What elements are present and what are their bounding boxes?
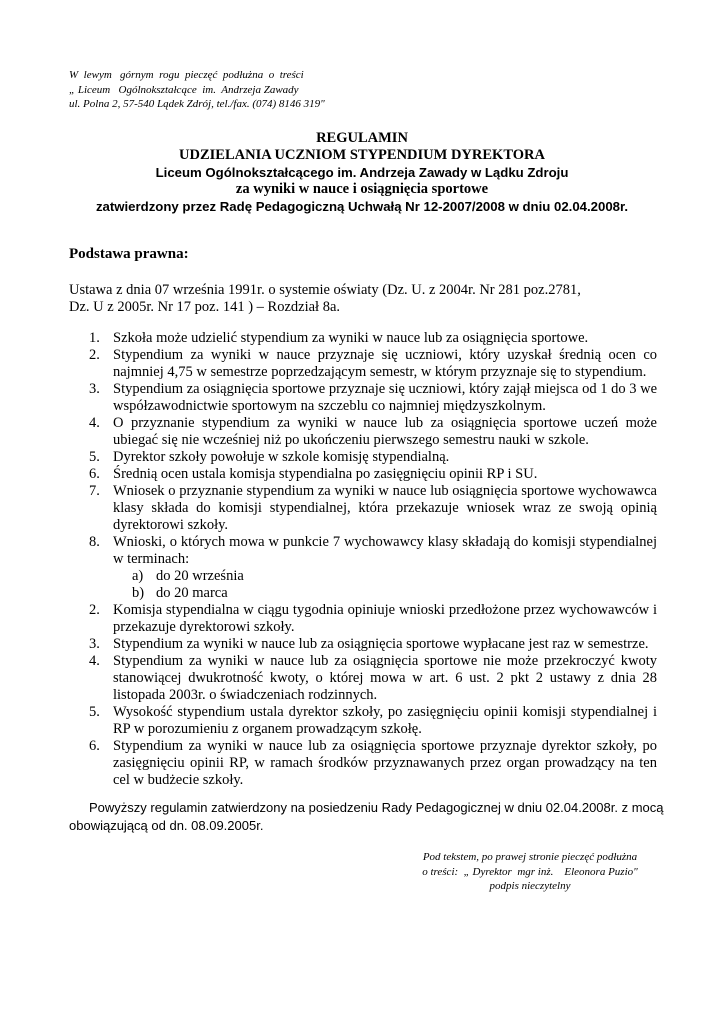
list-item-text: Średnią ocen ustala komisja stypendialna po zasięgnięciu opinii RP i SU. <box>113 466 538 482</box>
list-item-number: 4. <box>89 415 100 431</box>
legal-basis-heading: Podstawa prawna: <box>69 246 189 262</box>
list-item-text: Wysokość stypendium ustala dyrektor szkoły, po zasięgnięciu opinii komisji stypendialnej i RP w porozumieniu z organem prowadzącym szkołę. <box>113 704 657 737</box>
sub-item <box>69 585 657 602</box>
top-stamp-note-line: W lewym górnym rogu pieczęć podłużna o treści <box>69 69 304 81</box>
list-item <box>69 704 657 738</box>
legal-basis-text <box>69 282 669 316</box>
title-scope: za wyniki w nauce i osiągnięcia sportowe <box>235 181 489 197</box>
document-title <box>0 130 724 215</box>
sub-item-text: do 20 września <box>156 568 244 584</box>
list-item-text: Stypendium za wyniki w nauce lub za osiągnięcia sportowe nie może przekroczyć kwoty stanowiącej dwukrotność kwoty, o której mowa w art. 6 ust. 2 pkt 2 ustawy z dnia 28 listopada 2003r. o świadczeniach rodzinnych. <box>113 653 657 703</box>
regulation-list <box>69 330 657 789</box>
list-item-number: 3. <box>89 381 100 397</box>
title-school: Liceum Ogólnokształcącego im. Andrzeja Zawady w Lądku Zdroju <box>155 165 569 180</box>
list-item <box>69 653 657 704</box>
list-item <box>69 381 657 415</box>
list-item <box>69 738 657 789</box>
bottom-stamp-note-line: podpis nieczytelny <box>489 880 571 892</box>
sub-item-letter: b) <box>132 585 145 601</box>
list-item-text: Stypendium za wyniki w nauce lub za osiągnięcia sportowe wypłacane jest raz w semestrze. <box>113 636 649 652</box>
top-stamp-note <box>69 68 325 112</box>
approval-line: Powyższy regulamin zatwierdzony na posiedzeniu Rady Pedagogicznej w dniu 02.04.2008r. z mocą <box>89 800 664 815</box>
list-item-number: 2. <box>89 602 100 618</box>
legal-basis-line: Dz. U z 2005r. Nr 17 poz. 141 ) – Rozdział 8a. <box>69 299 341 315</box>
bottom-stamp-note-line: Pod tekstem, po prawej stronie pieczęć podłużna <box>422 851 638 863</box>
list-item-number: 1. <box>89 330 100 346</box>
sub-item-letter: a) <box>132 568 144 584</box>
list-item <box>69 534 657 568</box>
sub-item-text: do 20 marca <box>156 585 228 601</box>
list-item-text: Stypendium za wyniki w nauce przyznaje się uczniowi, który uzyskał średnią ocen co najmniej 4,75 w semestrze poprzedzającym semestr, w którym przyznaje się to stypendium. <box>113 347 657 380</box>
list-item-text: Wniosek o przyznanie stypendium za wyniki w nauce lub osiągnięcia sportowe wychowawca klasy składa do komisji stypendialnej, która przekazuje wniosek wraz ze swoją opinią dyrektorowi szkoły. <box>113 483 657 533</box>
list-item-text: Komisja stypendialna w ciągu tygodnia opiniuje wnioski przedłożone przez wychowawców i przekazuje dyrektorowi szkoły. <box>113 602 657 635</box>
list-item <box>69 347 657 381</box>
list-item-text: Szkoła może udzielić stypendium za wyniki w nauce lub za osiągnięcia sportowe. <box>113 330 589 346</box>
list-item-number: 4. <box>89 653 100 669</box>
list-item <box>69 330 657 347</box>
list-item-text: Stypendium za osiągnięcia sportowe przyznaje się uczniowi, który zajął miejsca od 1 do 3 we współzawodnictwie sportowym na szczeblu co najmniej międzyszkolnym. <box>113 381 657 414</box>
list-item <box>69 483 657 534</box>
legal-basis-line: Ustawa z dnia 07 września 1991r. o systemie oświaty (Dz. U. z 2004r. Nr 281 poz.2781, <box>69 282 581 298</box>
list-item-number: 3. <box>89 636 100 652</box>
list-item-text: Wnioski, o których mowa w punkcie 7 wychowawcy klasy składają do komisji stypendialnej w terminach: <box>113 534 657 567</box>
list-item-text: Dyrektor szkoły powołuje w szkole komisję stypendialną. <box>113 449 450 465</box>
list-item-number: 7. <box>89 483 100 499</box>
sub-item <box>69 568 657 585</box>
title-regulamin: REGULAMIN <box>316 130 408 146</box>
list-item-number: 8. <box>89 534 100 550</box>
list-item <box>69 602 657 636</box>
list-item-number: 2. <box>89 347 100 363</box>
list-item-text: Stypendium za wyniki w nauce lub za osiągnięcia sportowe przyznaje dyrektor szkoły, po zasięgnięciu opinii RP, w ramach środków przyznawanych przez organ prowadzący na ten cel w budżecie szkoły. <box>113 738 657 788</box>
list-item <box>69 466 657 483</box>
list-item-number: 6. <box>89 738 100 754</box>
title-approval: zatwierdzony przez Radę Pedagogiczną Uchwałą Nr 12-2007/2008 w dniu 02.04.2008r. <box>95 199 629 214</box>
list-item-number: 5. <box>89 704 100 720</box>
list-item-number: 6. <box>89 466 100 482</box>
title-subject: UDZIELANIA UCZNIOM STYPENDIUM DYREKTORA <box>179 147 545 163</box>
list-item <box>69 636 657 653</box>
list-item <box>69 449 657 466</box>
list-item <box>69 415 657 449</box>
bottom-stamp-note-line: o treści: „ Dyrektor mgr inż. Eleonora Puzio" <box>422 865 638 878</box>
approval-statement <box>69 799 664 835</box>
top-stamp-note-line: „ Liceum Ogólnokształcące im. Andrzeja Zawady <box>69 83 299 96</box>
bottom-stamp-note <box>380 850 680 894</box>
list-item-number: 5. <box>89 449 100 465</box>
top-stamp-note-line: ul. Polna 2, 57-540 Lądek Zdrój, tel./fax. (074) 8146 319" <box>69 98 325 110</box>
approval-line: obowiązującą od dn. 08.09.2005r. <box>69 818 264 833</box>
list-item-text: O przyznanie stypendium za wyniki w nauce lub za osiągnięcia sportowe uczeń może ubiegać się nie wcześniej niż po ukończeniu pierwszego semestru nauki w szkole. <box>113 415 657 448</box>
